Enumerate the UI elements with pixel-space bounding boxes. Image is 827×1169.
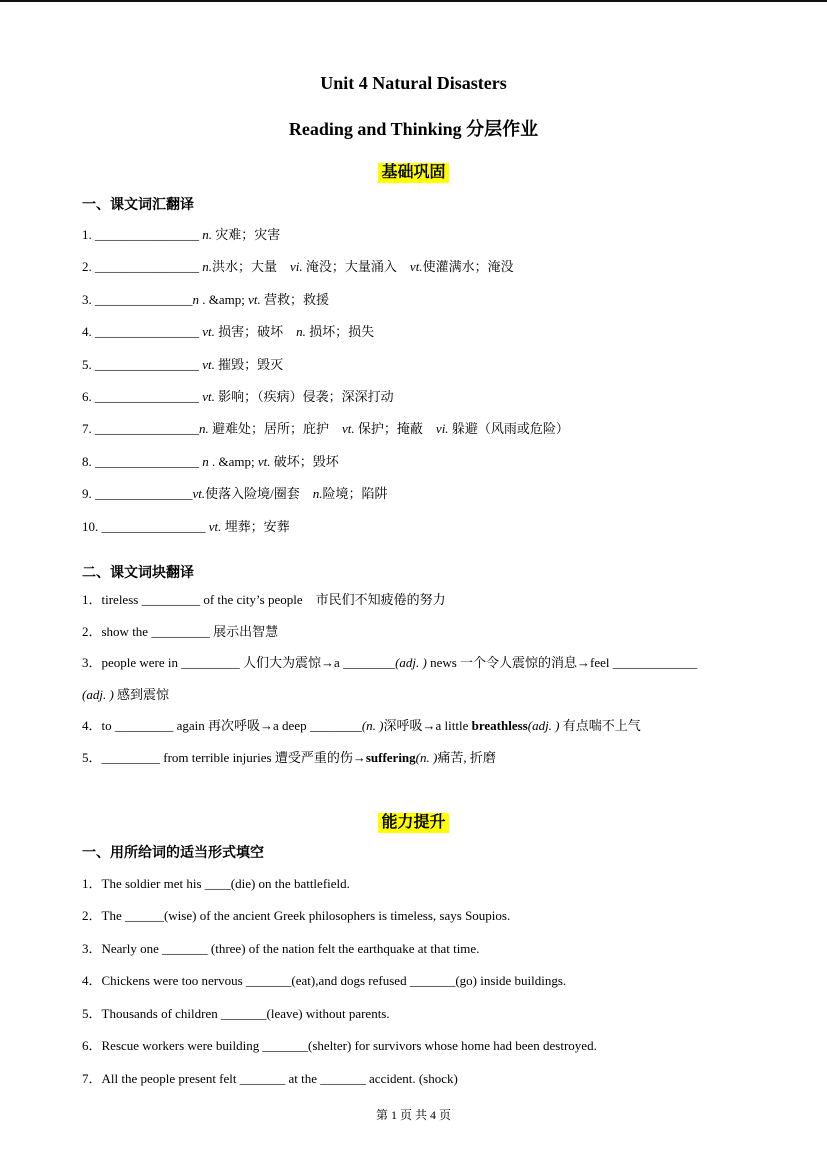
chunk-item xyxy=(82,710,745,742)
text-segment: n. xyxy=(312,486,323,502)
text-segment: 4. xyxy=(82,324,95,340)
text-segment: suffering xyxy=(365,749,416,765)
page-title: Unit 4 Natural Disasters xyxy=(320,73,507,93)
heading-vocab-translation: 一、课文词汇翻译 xyxy=(82,198,194,213)
text-segment: 洪水；大量 xyxy=(212,259,291,275)
blank-underline: _______ xyxy=(320,1070,366,1086)
text-segment: 灾难；灾害 xyxy=(212,227,281,242)
blank-underline: _____________ xyxy=(612,655,698,671)
text-segment: 3．Nearly one xyxy=(82,940,163,956)
exercise-item xyxy=(82,933,745,965)
text-segment: 1．The soldier met his xyxy=(82,876,205,892)
text-segment: ________________ xyxy=(95,259,203,275)
text-segment: 保护；掩蔽 xyxy=(354,421,436,437)
text-segment: breathless xyxy=(471,718,528,734)
text-segment: 5． xyxy=(82,749,102,765)
blank-underline: ________________ xyxy=(95,421,199,437)
text-segment: n. xyxy=(199,421,209,437)
text-segment: vt. xyxy=(202,356,215,372)
blank-underline: ________ xyxy=(309,718,362,734)
text-segment: vi. xyxy=(435,421,449,437)
text-segment: 5. xyxy=(82,356,95,372)
vocab-item xyxy=(82,219,745,251)
text-segment: 深呼吸→a little xyxy=(383,718,472,734)
text-segment: 6．Rescue workers were building xyxy=(82,1038,263,1054)
vocab-item xyxy=(82,284,745,316)
chunk-list xyxy=(82,584,745,773)
blank-underline: _______ xyxy=(409,973,456,989)
text-segment: 险境；陷阱 xyxy=(322,486,388,502)
blank-underline: ____ xyxy=(204,876,231,892)
blank-underline: _______ xyxy=(239,1070,286,1086)
text-segment: 2. xyxy=(82,259,95,275)
text-segment: (n. ) xyxy=(361,718,384,734)
text-segment: 痛苦, 折磨 xyxy=(437,749,496,765)
text-segment: vt. xyxy=(192,486,206,502)
text-segment: 感到震惊 xyxy=(113,686,170,702)
vocab-item xyxy=(82,316,745,348)
text-segment: ________________ xyxy=(101,518,209,534)
text-segment: 2．The xyxy=(82,908,125,924)
text-segment: 淹没；大量涌入 xyxy=(302,259,410,275)
text-segment: 使落入险境/圈套 xyxy=(205,486,313,502)
text-segment: 3．people were in xyxy=(82,655,182,671)
text-segment: 6. xyxy=(82,389,95,405)
text-segment: n xyxy=(192,291,199,307)
text-segment: vt. xyxy=(409,259,423,275)
blank-underline: _______ xyxy=(221,1005,267,1021)
text-segment: (three) of the nation felt the earthquake at that time. xyxy=(207,940,480,956)
text-segment: 8. xyxy=(82,453,95,469)
text-segment: vt. xyxy=(248,291,261,307)
chunk-item xyxy=(82,647,745,710)
chunk-item xyxy=(82,742,745,774)
section-badge-basic: 基础巩固 xyxy=(378,163,448,183)
text-segment: (wise) of the ancient Greek philosophers is timeless, says Soupios. xyxy=(163,908,511,924)
text-segment: 使灌满水；淹没 xyxy=(422,259,514,275)
blank-underline: _______________ xyxy=(95,486,193,502)
chunk-item xyxy=(82,584,745,616)
blank-underline: ______ xyxy=(124,908,164,924)
section-basic-header xyxy=(82,163,745,183)
text-segment: ________________ xyxy=(95,324,203,340)
vocab-item xyxy=(82,511,745,543)
text-segment: (adj. ) xyxy=(527,718,560,734)
text-segment: (eat),and dogs refused xyxy=(291,973,410,989)
vocab-list xyxy=(82,219,745,543)
text-segment: of the city’s people 市民们不知疲倦的努力 xyxy=(200,592,446,608)
heading-word-forms: 一、用所给词的适当形式填空 xyxy=(82,846,264,862)
blank-underline: _________ xyxy=(181,655,240,671)
heading-chunk-translation: 二、课文词块翻译 xyxy=(82,566,194,582)
text-segment: 1. xyxy=(82,227,95,242)
text-segment: 避难处；居所；庇护 xyxy=(208,421,343,437)
section-badge-advanced: 能力提升 xyxy=(378,813,448,833)
text-segment: 损害；破坏 xyxy=(214,324,297,340)
text-segment: (go) inside buildings. xyxy=(455,973,567,989)
blank-underline: _________ xyxy=(141,592,201,608)
blank-underline: _______ xyxy=(162,940,208,956)
exercise-item xyxy=(82,998,745,1030)
vocab-item xyxy=(82,413,745,445)
text-segment: (adj. ) xyxy=(395,655,427,671)
text-segment: 9. xyxy=(82,486,95,502)
vocab-item xyxy=(82,381,745,413)
text-segment: 展示出智慧 xyxy=(209,623,279,639)
text-segment: 4．Chickens were too nervous xyxy=(82,973,246,989)
text-segment: 7. xyxy=(82,421,95,437)
text-segment: news 一个令人震惊的消息→feel xyxy=(426,655,613,671)
text-segment: 摧毁；毁灭 xyxy=(214,356,284,372)
text-segment: 4．to xyxy=(82,718,115,734)
text-segment: ________________ xyxy=(95,453,203,469)
chunk-item xyxy=(82,616,745,648)
text-segment: ________________ xyxy=(95,389,203,405)
text-segment: ________________ xyxy=(95,227,203,242)
blank-underline: _______ xyxy=(245,973,292,989)
blank-underline: _________ xyxy=(101,749,161,765)
text-segment: 7．All the people present felt xyxy=(82,1070,240,1086)
blank-underline: _________ xyxy=(151,623,210,639)
text-segment: accident. (shock) xyxy=(365,1070,458,1086)
exercise-item xyxy=(82,868,745,900)
vocab-item xyxy=(82,349,745,381)
text-segment: n xyxy=(202,453,209,469)
text-segment: n. xyxy=(296,324,306,340)
page-subtitle: Reading and Thinking 分层作业 xyxy=(288,119,539,139)
text-segment: 人们大为震惊→a xyxy=(239,655,344,671)
text-segment: 2．show the xyxy=(82,623,152,639)
text-segment: from terrible injuries 遭受严重的伤→ xyxy=(160,749,366,765)
blank-underline: _______ xyxy=(262,1038,309,1054)
text-segment: (n. ) xyxy=(415,749,438,765)
text-segment: (adj. ) xyxy=(82,686,114,702)
text-segment: vt. xyxy=(208,518,222,534)
text-segment: at the xyxy=(285,1070,321,1086)
text-segment: 营救；救援 xyxy=(260,291,330,307)
text-segment: vt. xyxy=(202,389,215,405)
text-segment: 3. xyxy=(82,291,95,307)
text-segment: vt. xyxy=(257,453,271,469)
vocab-item xyxy=(82,251,745,283)
text-segment: vt. xyxy=(342,421,355,437)
blank-underline: _________ xyxy=(114,718,174,734)
text-segment: vt. xyxy=(202,324,215,340)
document-body xyxy=(0,2,827,1095)
text-segment: 损坏；损失 xyxy=(305,324,375,340)
text-segment: 影响；（疾病）侵袭；深深打动 xyxy=(214,389,394,405)
text-segment: 有点喘不上气 xyxy=(559,718,641,734)
text-segment: 破坏；毁坏 xyxy=(270,453,339,469)
text-segment: . &amp; xyxy=(199,291,249,307)
text-segment: 埋葬；安葬 xyxy=(221,518,290,534)
text-segment: . &amp; xyxy=(208,453,258,469)
text-segment: (die) on the battlefield. xyxy=(230,876,350,892)
blank-underline: _______________ xyxy=(95,291,193,307)
text-segment: n. xyxy=(202,227,212,242)
exercise-item xyxy=(82,965,745,997)
exercise-list xyxy=(82,868,745,1095)
blank-underline: ________ xyxy=(343,655,396,671)
vocab-item xyxy=(82,446,745,478)
text-segment: again 再次呼吸→a deep xyxy=(173,718,310,734)
text-segment: n. xyxy=(202,259,212,275)
text-segment: 10. xyxy=(82,518,102,534)
section-advanced-header xyxy=(82,813,745,833)
text-segment: 躲避（风雨或危险） xyxy=(448,421,569,437)
text-segment: ________________ xyxy=(95,356,203,372)
text-segment: (leave) without parents. xyxy=(266,1005,390,1021)
text-segment: vi. xyxy=(290,259,303,275)
text-segment: 1．tireless xyxy=(82,592,142,608)
text-segment: 5．Thousands of children xyxy=(82,1005,222,1021)
vocab-item xyxy=(82,478,745,510)
text-segment: (shelter) for survivors whose home had been destroyed. xyxy=(308,1038,597,1054)
exercise-item xyxy=(82,1030,745,1062)
exercise-item xyxy=(82,1063,745,1095)
page-footer: 第 1 页 共 4 页 xyxy=(375,1108,451,1122)
exercise-item xyxy=(82,900,745,932)
